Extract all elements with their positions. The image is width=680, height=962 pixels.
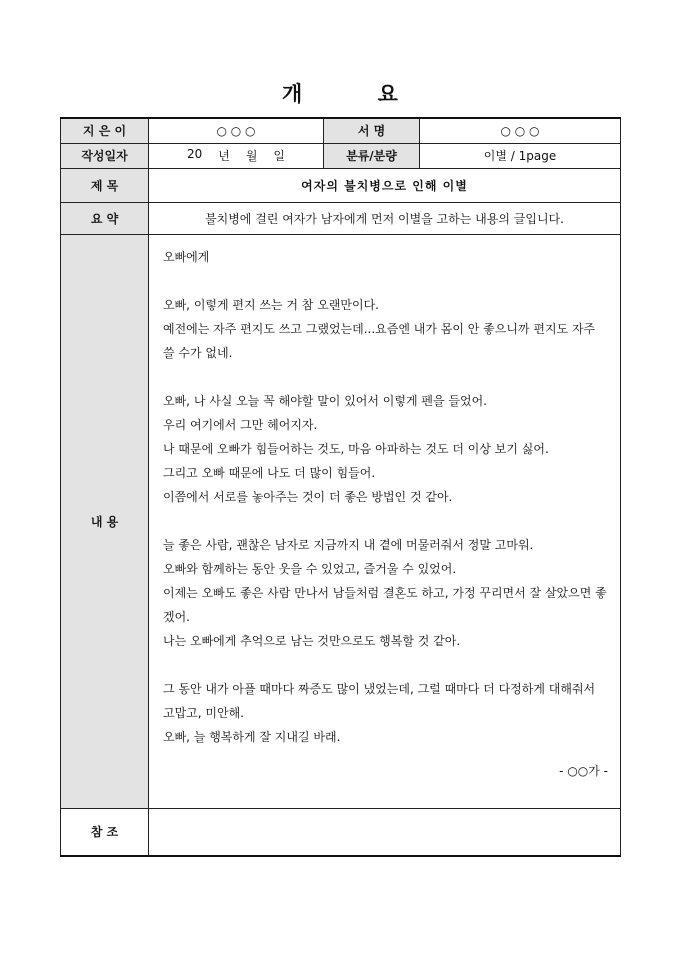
date-day-unit: 일: [273, 149, 285, 163]
date-year-unit: 년: [218, 149, 230, 163]
letter-line: 우리 여기에서 그만 헤어지자.: [163, 417, 318, 432]
author-value: ○ ○ ○: [149, 118, 324, 143]
document-title: 개 요: [282, 81, 432, 106]
subject-value: 여자의 불치병으로 인해 이별: [149, 168, 621, 202]
overview-form: [60, 117, 621, 857]
category-value: 이별 / 1page: [420, 143, 621, 168]
content-label: 내 용: [61, 234, 149, 808]
signature-label: 서 명: [324, 118, 420, 143]
author-label: 지 은 이: [61, 118, 149, 143]
content-body: [149, 234, 621, 808]
subject-label: 제 목: [61, 168, 149, 202]
reference-value[interactable]: [149, 808, 621, 856]
date-year: 20: [187, 147, 203, 161]
letter-line: 그 동안 내가 아플 때마다 짜증도 많이 냈었는데, 그럴 때마다 더 다정하게 대해줘서 고맙고, 미안해.: [163, 681, 596, 720]
letter-line: 이제는 오빠도 좋은 사람 만나서 남들처럼 결혼도 하고, 가정 꾸리면서 잘 살았으면 좋겠어.: [163, 585, 607, 624]
reference-label: 참 조: [61, 808, 149, 856]
date-label: 작성일자: [61, 143, 149, 168]
letter-signature: - ○○가 -: [559, 763, 608, 778]
signature-value: ○ ○ ○: [420, 118, 621, 143]
date-value: [149, 143, 324, 168]
summary-value: 불치병에 걸린 여자가 남자에게 먼저 이별을 고하는 내용의 글입니다.: [149, 202, 621, 234]
letter-greeting: 오빠에게: [163, 249, 210, 264]
letter-line: 나 때문에 오빠가 힘들어하는 것도, 마음 아파하는 것도 더 이상 보기 싫어.: [163, 441, 549, 456]
letter-line: 그리고 오빠 때문에 나도 더 많이 힘들어.: [163, 465, 376, 480]
letter-line: 나는 오빠에게 추억으로 남는 것만으로도 행복할 것 같아.: [163, 633, 461, 648]
letter-line: 늘 좋은 사람, 괜찮은 남자로 지금까지 내 곁에 머물러줘서 정말 고마워.: [163, 537, 534, 552]
date-month-unit: 월: [245, 149, 258, 163]
letter-line: 오빠, 늘 행복하게 잘 지내길 바래.: [163, 729, 341, 744]
letter-line: 예전에는 자주 편지도 쓰고 그랬었는데...요즘엔 내가 몸이 안 좋으니까 편지도 자주 쓸 수가 없네.: [163, 321, 596, 360]
category-label: 분류/분량: [324, 143, 420, 168]
summary-label: 요 약: [61, 202, 149, 234]
letter-line: 오빠, 나 사실 오늘 꼭 해야할 말이 있어서 이렇게 펜을 들었어.: [163, 393, 487, 408]
letter-line: 이쯤에서 서로를 놓아주는 것이 더 좋은 방법인 것 같아.: [163, 489, 453, 504]
letter-line: 오빠, 이렇게 편지 쓰는 거 참 오랜만이다.: [163, 297, 379, 312]
letter-line: 오빠와 함께하는 동안 웃을 수 있었고, 즐거울 수 있었어.: [163, 561, 457, 576]
